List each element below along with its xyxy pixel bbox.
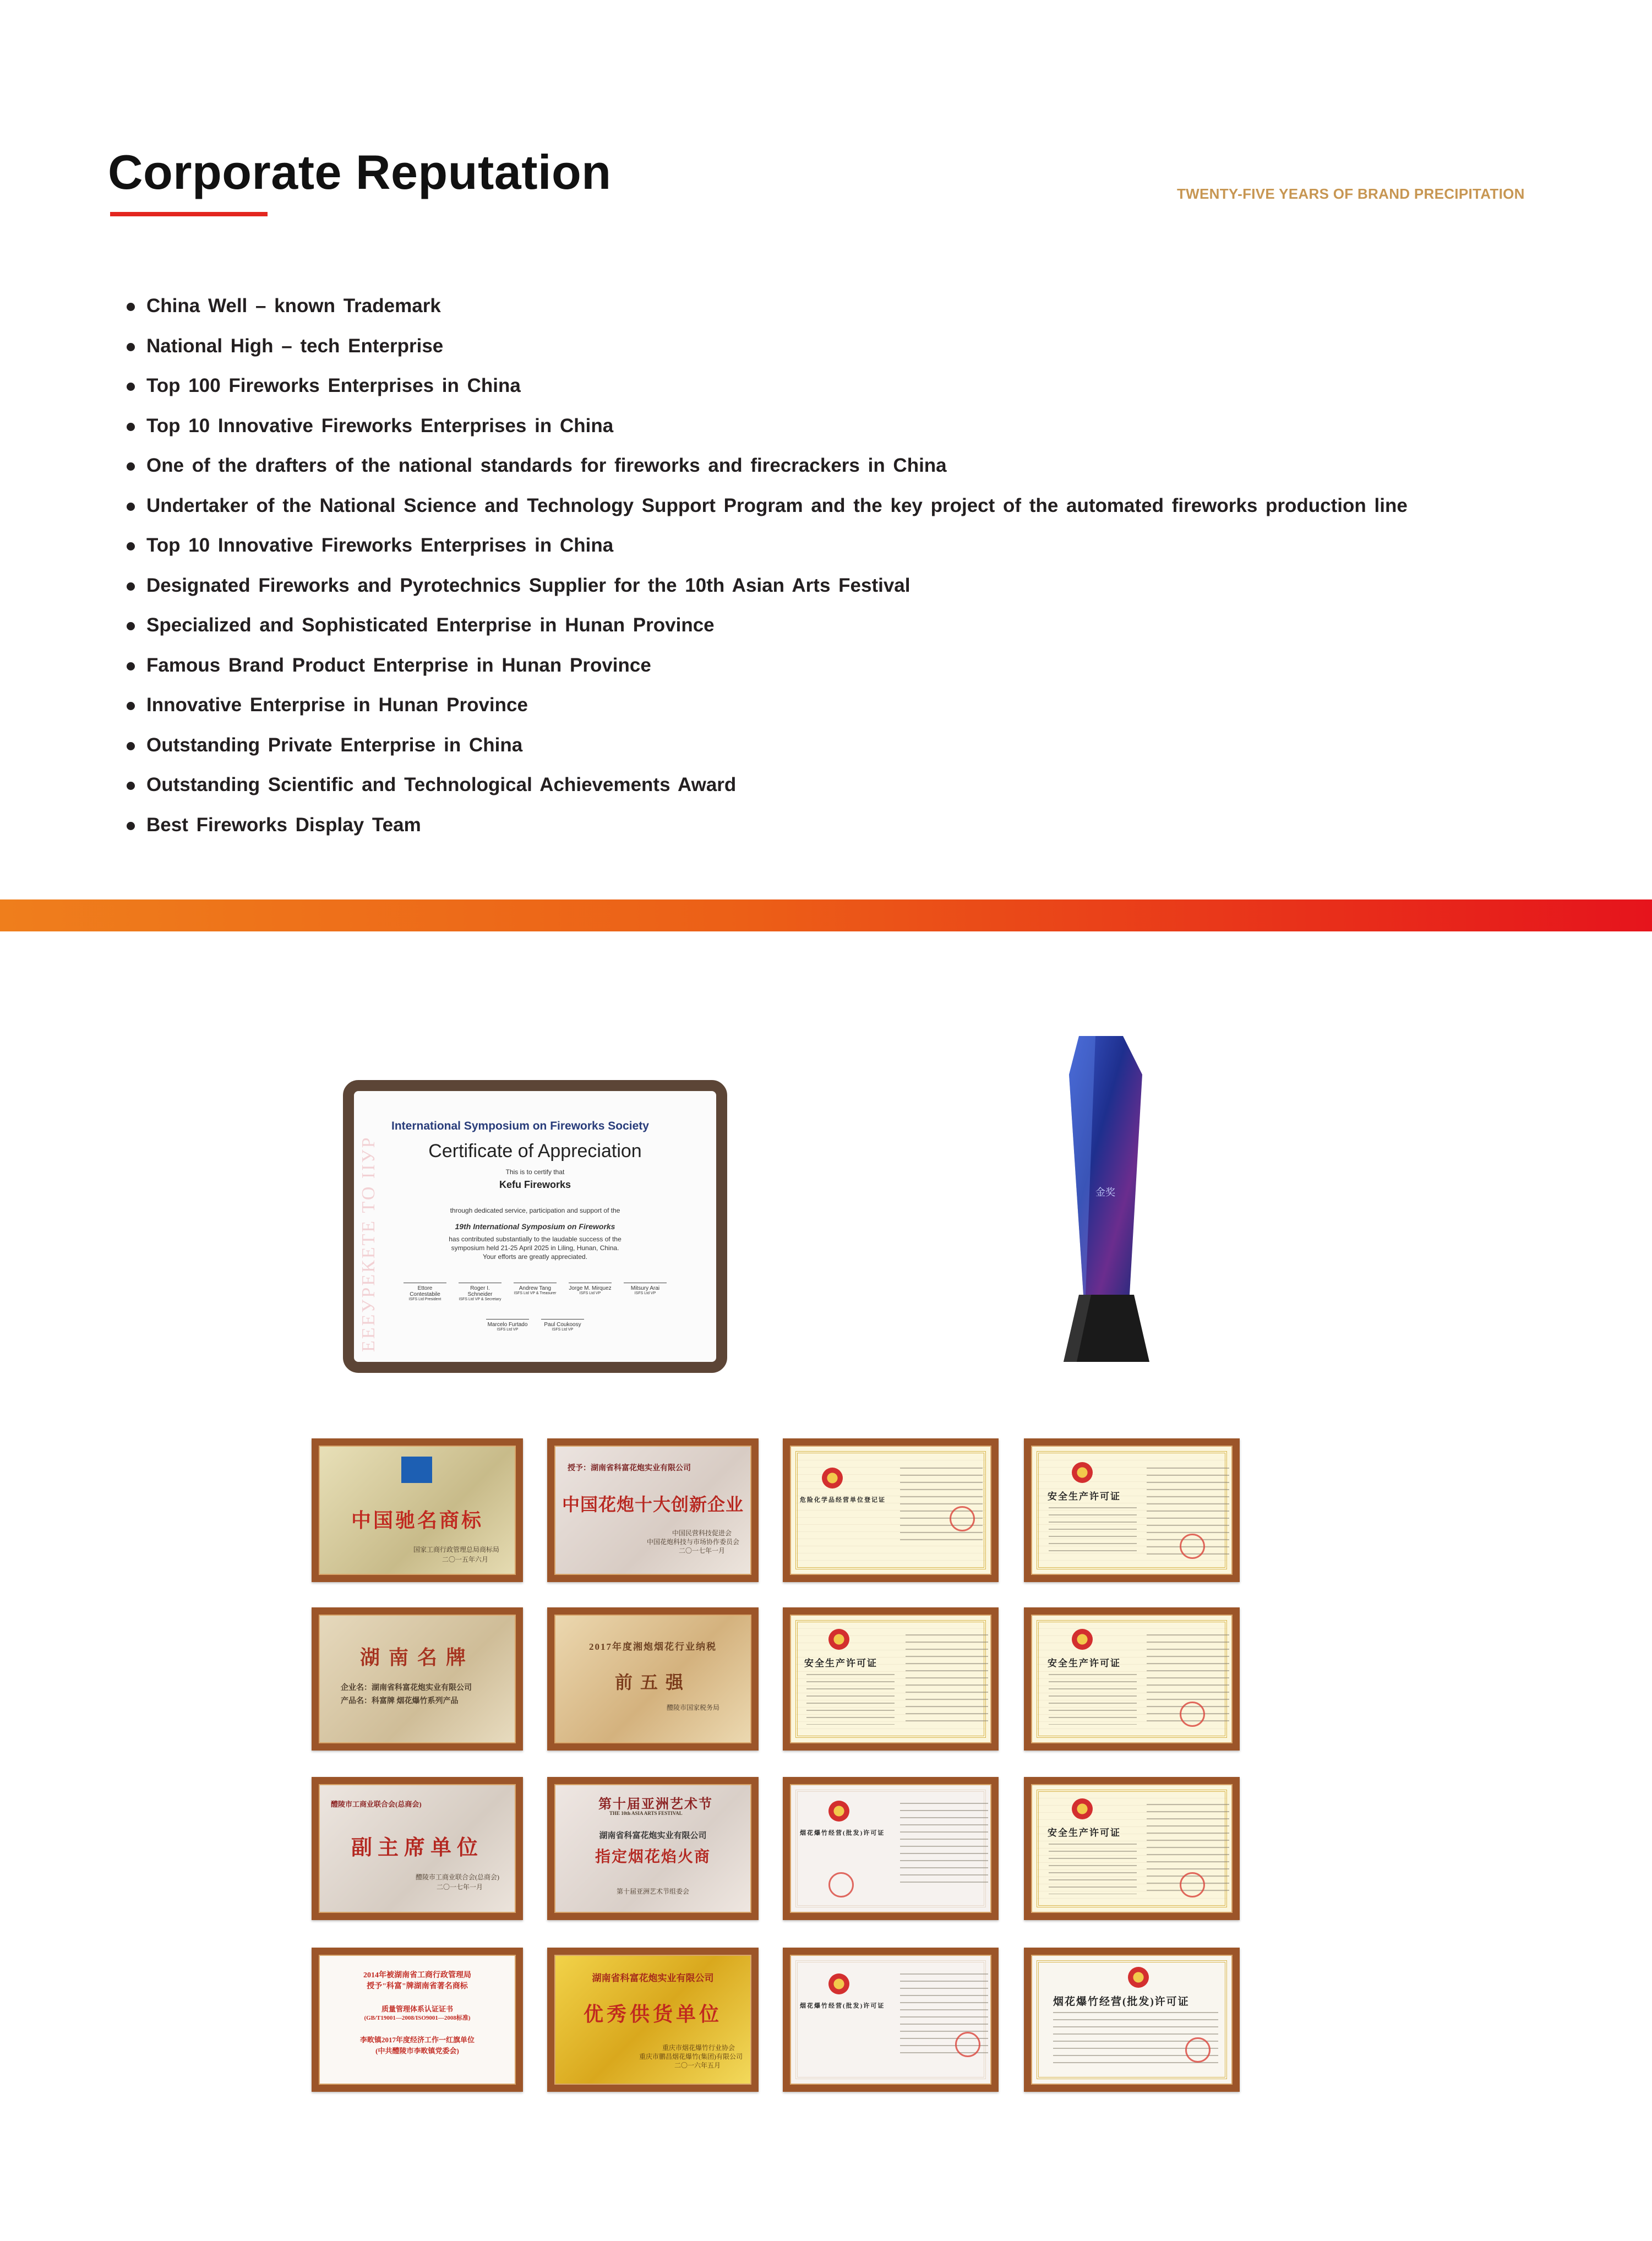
plaque-top-ten-innovative	[547, 1438, 759, 1582]
plaque-line: 醴陵市国家税务局	[666, 1704, 719, 1711]
signature: Mitsury Arai ISFS Ltd VP	[624, 1271, 667, 1301]
plaque-title: 中国驰名商标	[351, 1509, 483, 1531]
plaque-honor-list	[312, 1948, 523, 2092]
plaque-line: 中国民营科技促进会	[672, 1529, 732, 1537]
plaque-line: 第十届亚洲艺术节组委会	[616, 1888, 689, 1895]
signature: Marcelo Furtado ISFS Ltd VP	[486, 1307, 529, 1332]
plaque-safety-license	[1024, 1607, 1240, 1751]
plaque-subheading: THE 10th ASIA ARTS FESTIVAL	[609, 1811, 683, 1816]
national-emblem-icon	[822, 1468, 843, 1488]
plaque-heading: 湖南名牌	[359, 1646, 475, 1669]
honor-item: Undertaker of the National Science and Technology Support Program and the key project of the automated fireworks production line	[126, 489, 1408, 529]
certificate-line: This is to certify that	[505, 1168, 565, 1176]
honor-item: National High – tech Enterprise	[126, 329, 1408, 369]
plaque-line: 重庆市烟花爆竹行业协会	[662, 2044, 735, 2052]
honor-item: Outstanding Private Enterprise in China	[126, 728, 1408, 768]
seal-stamp-icon	[1180, 1534, 1205, 1559]
certificate-heading: Certificate of Appreciation	[428, 1141, 642, 1162]
certificate-line: has contributed substantially to the laudable success of the	[449, 1235, 621, 1243]
page-title: Corporate Reputation	[108, 145, 612, 199]
honor-item: Top 100 Fireworks Enterprises in China	[126, 369, 1408, 409]
signature-row	[354, 1307, 716, 1332]
plaque-title: 安全生产许可证	[1048, 1658, 1121, 1669]
honor-item: Outstanding Scientific and Technological Achievements Award	[126, 768, 1408, 808]
honor-item: Famous Brand Product Enterprise in Hunan Province	[126, 648, 1408, 689]
plaque-hunan-famous-brand	[312, 1607, 523, 1751]
honor-item: Specialized and Sophisticated Enterprise in Hunan Province	[126, 608, 1408, 648]
national-emblem-icon	[828, 1801, 849, 1822]
plaque-heading: 授予：湖南省科富花炮实业有限公司	[568, 1464, 691, 1473]
plaque-line: 重庆市鹏昌烟花爆竹(集团)有限公司	[639, 2053, 743, 2060]
plaque-safety-license	[1024, 1777, 1240, 1920]
national-emblem-icon	[1072, 1798, 1093, 1819]
plaque-tax-top-five	[547, 1607, 759, 1751]
plaque-title: 烟花爆竹经营(批发)许可证	[800, 2003, 885, 2009]
plaque-asia-arts-festival	[547, 1777, 759, 1920]
certificate-line: Your efforts are greatly appreciated.	[482, 1253, 588, 1261]
certificate-event: 19th International Symposium on Fireworks	[455, 1222, 615, 1231]
trophy-label: 金奖	[1095, 1187, 1115, 1198]
plaque-excellent-supplier	[547, 1948, 759, 2092]
plaque-wholesale-license	[783, 1777, 999, 1920]
plaque-line: 二〇一七年一月	[436, 1883, 483, 1891]
crystal-trophy	[1057, 1036, 1156, 1365]
plaque-title: 指定烟花焰火商	[595, 1849, 711, 1866]
plaque-line: 二〇一七年一月	[678, 1547, 725, 1555]
certificate-society-name: International Symposium on Fireworks Society	[391, 1120, 649, 1132]
plaque-subheading: 授予"科富"牌湖南省著名商标	[367, 1982, 468, 1991]
tagline: TWENTY-FIVE YEARS OF BRAND PRECIPITATION	[1177, 186, 1525, 202]
plaque-title: 安全生产许可证	[1048, 1828, 1121, 1838]
certificate-line: through dedicated service, participation and support of the	[450, 1207, 620, 1214]
certificate-watermark-text: ЕЕЕУРЕКЕТЕ ТО IIУР	[358, 1136, 379, 1352]
title-underline	[110, 212, 268, 216]
plaque-safety-license	[1024, 1438, 1240, 1582]
certificate-of-appreciation	[343, 1080, 727, 1373]
national-emblem-icon	[1072, 1462, 1093, 1483]
honor-item: Top 10 Innovative Fireworks Enterprises in China	[126, 409, 1408, 449]
plaque-heading: 2014年被湖南省工商行政管理局	[363, 1971, 471, 1980]
plaque-line: 质量管理体系认证证书	[381, 2005, 453, 2013]
plaque-vice-chair	[312, 1777, 523, 1920]
seal-stamp-icon	[1180, 1872, 1205, 1898]
plaque-title: 副主席单位	[351, 1836, 483, 1860]
seal-stamp-icon	[828, 1872, 854, 1898]
plaque-line: (GB/T19001—2008/ISO9001—2008标准)	[364, 2015, 471, 2021]
plaque-heading: 第十届亚洲艺术节	[598, 1797, 713, 1812]
seal-stamp-icon	[1185, 2037, 1211, 2063]
honor-item: Best Fireworks Display Team	[126, 808, 1408, 848]
plaque-company: 湖南省科富花炮实业有限公司	[599, 1831, 707, 1840]
seal-stamp-icon	[950, 1506, 975, 1531]
plaque-line: 二〇一五年六月	[441, 1556, 488, 1563]
plaque-title: 安全生产许可证	[804, 1658, 877, 1669]
signature: Jorge M. Mirquez ISFS Ltd VP	[569, 1271, 612, 1301]
honor-item: Designated Fireworks and Pyrotechnics Supplier for the 10th Asian Arts Festival	[126, 569, 1408, 609]
certificate-line: symposium held 21-25 April 2025 in Liling, Hunan, China.	[451, 1244, 619, 1252]
plaque-line: 企业名：湖南省科富花炮实业有限公司	[341, 1684, 472, 1692]
signature: Roger I. Schneider ISFS Ltd VP & Secretary	[459, 1271, 501, 1301]
signature: Paul Coukoosy ISFS Ltd VP	[541, 1307, 584, 1332]
honor-item: Innovative Enterprise in Hunan Province	[126, 688, 1408, 728]
certificate-company: Kefu Fireworks	[499, 1179, 571, 1190]
plaque-wholesale-license	[1024, 1948, 1240, 2092]
plaque-line: 中国花炮科技与市场协作委员会	[646, 1538, 739, 1546]
gradient-band	[0, 899, 1652, 931]
signature: Andrew Tang ISFS Ltd VP & Treasurer	[514, 1271, 557, 1301]
honor-item: One of the drafters of the national standards for fireworks and firecrackers in China	[126, 449, 1408, 489]
plaque-safety-license	[783, 1607, 999, 1751]
plaque-line: 二〇一六年五月	[674, 2062, 721, 2069]
plaque-title: 烟花爆竹经营(批发)许可证	[1053, 1996, 1190, 2008]
plaque-title: 危险化学品经营单位登记证	[800, 1497, 886, 1503]
plaque-line: (中共醴陵市李畋镇党委会)	[375, 2047, 459, 2055]
plaque-line: 李畋镇2017年度经济工作一红旗单位	[359, 2036, 475, 2044]
national-emblem-icon	[1072, 1629, 1093, 1650]
plaque-heading: 湖南省科富花炮实业有限公司	[592, 1973, 714, 1983]
plaque-line: 醴陵市工商业联合会(总商会)	[416, 1873, 499, 1881]
plaque-heading: 醴陵市工商业联合会(总商会)	[331, 1800, 422, 1808]
plaque-license	[783, 1438, 999, 1582]
honors-list	[126, 289, 1408, 848]
national-emblem-icon	[828, 1973, 849, 1994]
national-emblem-icon	[1128, 1967, 1149, 1988]
plaque-title: 安全生产许可证	[1048, 1491, 1121, 1502]
seal-stamp-icon	[1180, 1702, 1205, 1727]
plaque-title: 优秀供货单位	[583, 2003, 722, 2025]
signature: Ettore Contestabile ISFS Ltd President	[404, 1271, 446, 1301]
honor-item: China Well – known Trademark	[126, 289, 1408, 329]
plaque-line: 国家工商行政管理总局商标局	[413, 1546, 499, 1553]
plaque-title: 中国花炮十大创新企业	[561, 1495, 744, 1514]
honor-item: Top 10 Innovative Fireworks Enterprises in China	[126, 528, 1408, 569]
plaque-line: 产品名：科富牌 烟花爆竹系列产品	[341, 1697, 459, 1705]
plaque-title: 烟花爆竹经营(批发)许可证	[800, 1830, 885, 1836]
seal-stamp-icon	[955, 2032, 980, 2057]
plaque-well-known-trademark	[312, 1438, 523, 1582]
national-emblem-icon	[828, 1629, 849, 1650]
signature-row	[354, 1271, 716, 1301]
plaque-heading: 2017年度湘炮烟花行业纳税	[589, 1642, 717, 1652]
plaque-wholesale-license	[783, 1948, 999, 2092]
plaque-title: 前五强	[614, 1672, 691, 1692]
trademark-logo-icon	[401, 1457, 432, 1483]
